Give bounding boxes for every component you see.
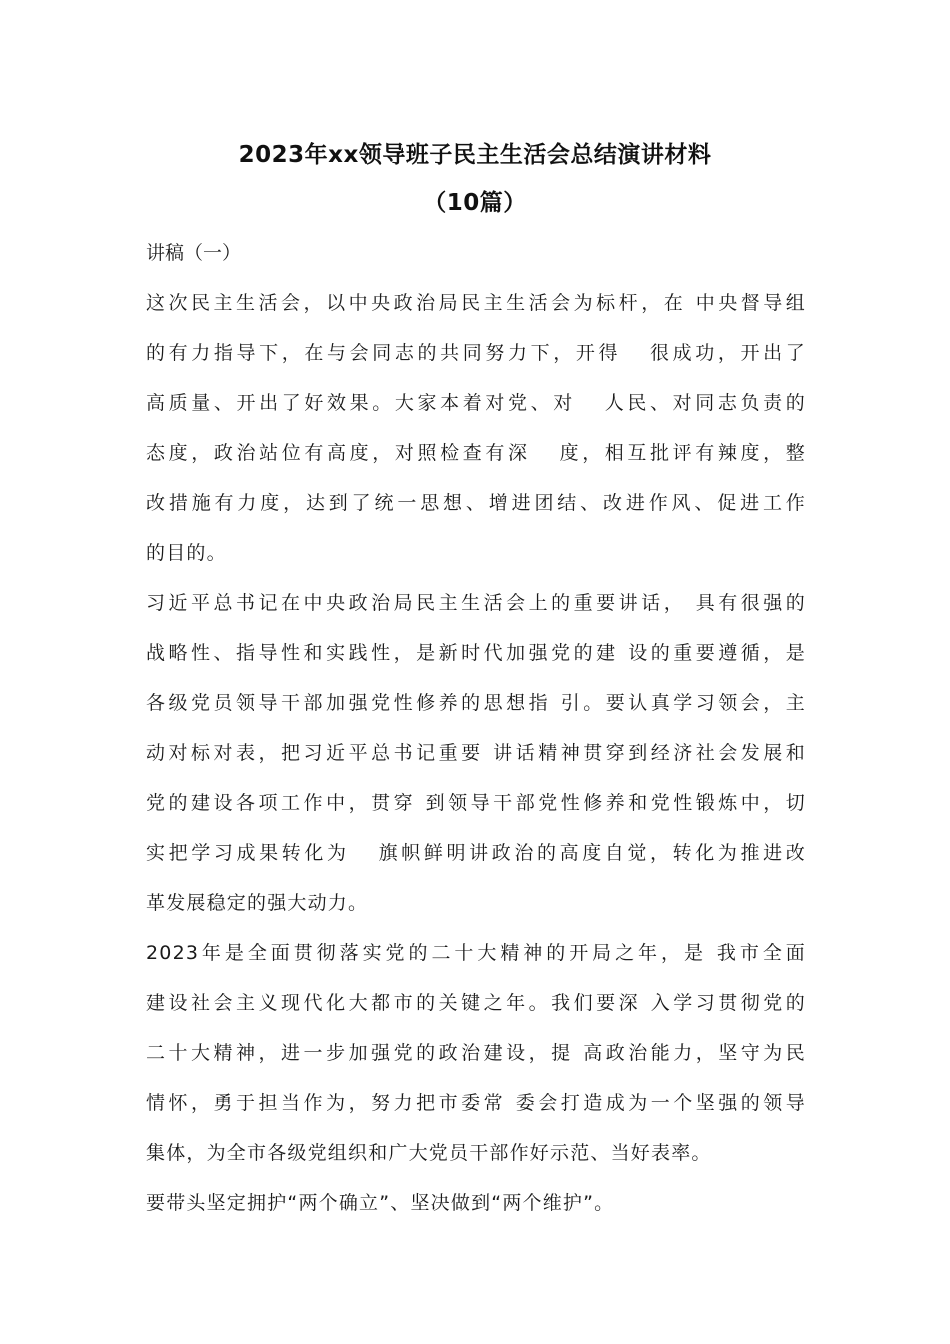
document-body [146, 228, 806, 1228]
text-line: 的目的。 [146, 542, 227, 564]
paragraph-4 [146, 1178, 806, 1228]
text-line: 党的建设各项工作中，贯穿 到领导干部党性修养和党性锻炼中，切 [146, 792, 806, 814]
text-line: 各级党员领导干部加强党性修养的思想指 引。要认真学习领会，主 [146, 692, 806, 714]
document-subtitle: （10篇） [423, 190, 527, 216]
text-line: 集体，为全市各级党组织和广大党员干部作好示范、当好表率。 [146, 1142, 712, 1164]
text-line: 2023年是全面贯彻落实党的二十大精神的开局之年，是 我市全面 [146, 942, 806, 964]
section-heading: 讲稿（一） [146, 242, 242, 264]
paragraph-3 [146, 928, 806, 1178]
paragraph-2 [146, 578, 806, 928]
text-line: 高质量、开出了好效果。大家本着对党、对 人民、对同志负责的 [146, 392, 806, 414]
text-line: 动对标对表，把习近平总书记重要 讲话精神贯穿到经济社会发展和 [146, 742, 806, 764]
text-line: 改措施有力度，达到了统一思想、增进团结、改进作风、促进工作 [146, 492, 806, 514]
text-line: 二十大精神，进一步加强党的政治建设，提 高政治能力，坚守为民 [146, 1042, 806, 1064]
text-line: 建设社会主义现代化大都市的关键之年。我们要深 入学习贯彻党的 [146, 992, 806, 1014]
text-line: 战略性、指导性和实践性，是新时代加强党的建 设的重要遵循，是 [146, 642, 806, 664]
text-line: 的有力指导下，在与会同志的共同努力下，开得 很成功，开出了 [146, 342, 806, 364]
text-line: 要带头坚定拥护“两个确立”、坚决做到“两个维护”。 [146, 1192, 615, 1214]
text-line: 态度，政治站位有高度，对照检查有深 度，相互批评有辣度，整 [146, 442, 806, 464]
text-line: 这次民主生活会，以中央政治局民主生活会为标杆，在 中央督导组 [146, 292, 806, 314]
paragraph-1 [146, 278, 806, 578]
text-line: 革发展稳定的强大动力。 [146, 892, 369, 914]
text-line: 情怀，勇于担当作为，努力把市委常 委会打造成为一个坚强的领导 [146, 1092, 806, 1114]
text-line: 实把学习成果转化为 旗帜鲜明讲政治的高度自觉，转化为推进改 [146, 842, 806, 864]
text-line: 习近平总书记在中央政治局民主生活会上的重要讲话， 具有很强的 [146, 592, 806, 614]
document-title: 2023年xx领导班子民主生活会总结演讲材料 [238, 142, 712, 168]
